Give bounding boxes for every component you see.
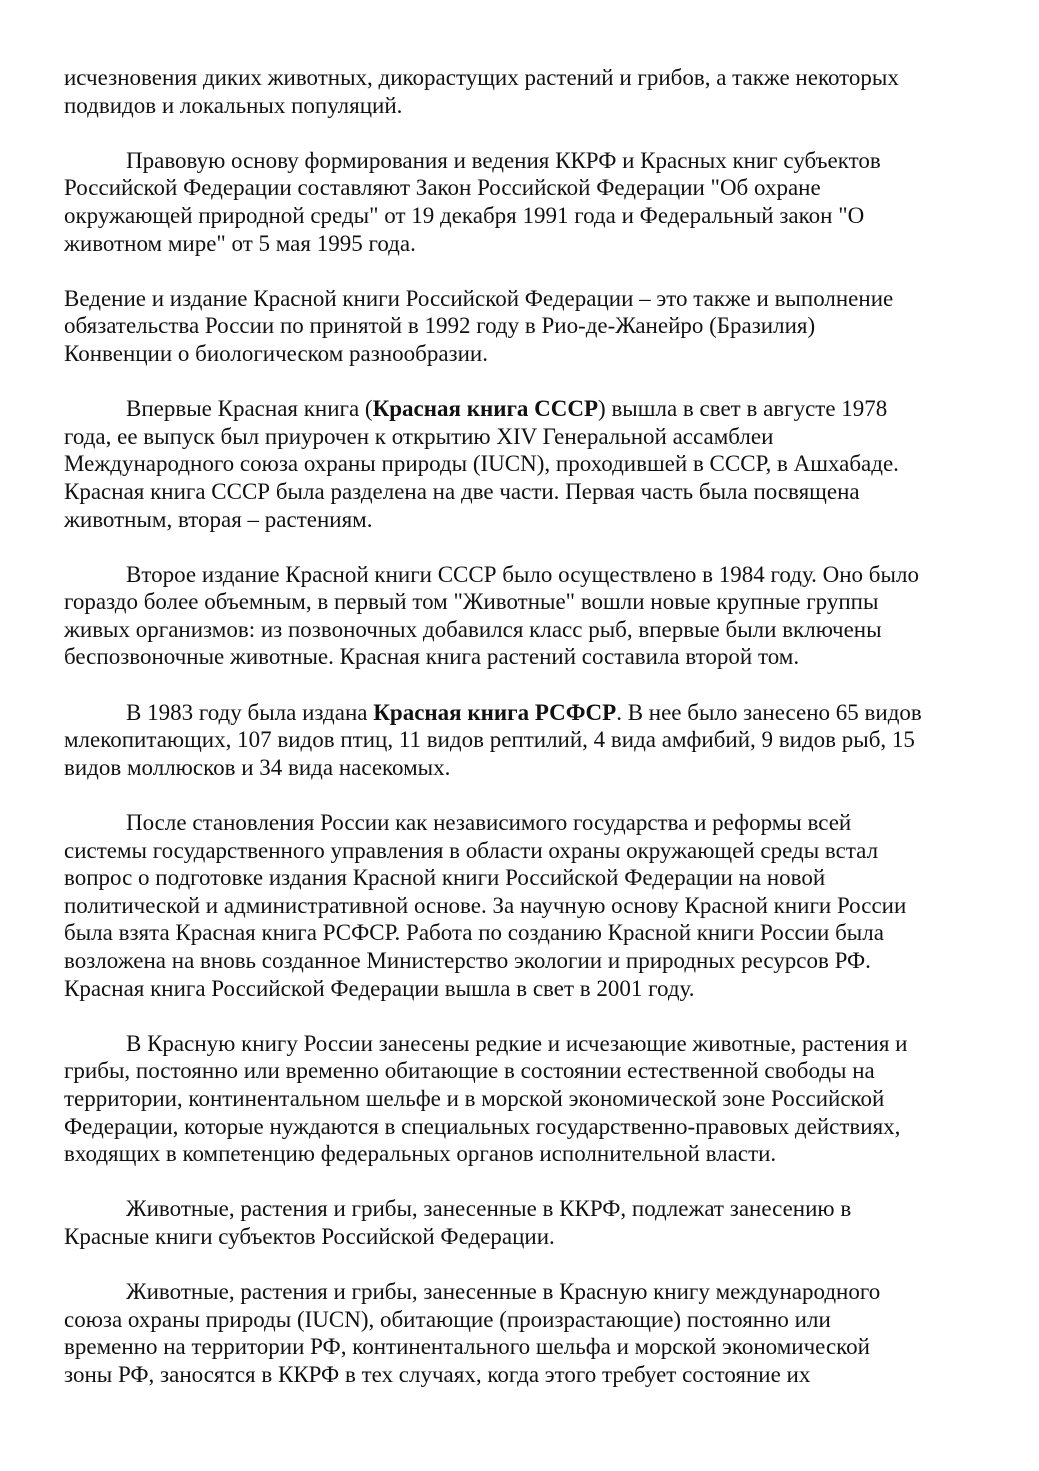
text-line: территории, континентальном шельфе и в морской экономической зоне Российской [64, 1085, 885, 1111]
paragraph [64, 699, 979, 782]
text-line: союза охраны природы (IUCN), обитающие (произрастающие) постоянно или [64, 1306, 831, 1332]
text-line: Красная книга Российской Федерации вышла в свет в 2001 году. [64, 975, 695, 1001]
text-line: грибы, постоянно или временно обитающие в состоянии естественной свободы на [64, 1058, 875, 1084]
text-run: ) вышла в свет в августе 1978 [598, 396, 888, 422]
text-line: обязательства России по принятой в 1992 году в Рио-де-Жанейро (Бразилия) [64, 313, 816, 339]
paragraph [64, 809, 979, 1002]
text-run: В 1983 году была издана [126, 699, 374, 725]
paragraph [64, 147, 979, 257]
bold-term: Красная книга РСФСР [373, 699, 617, 725]
text-line: Животные, растения и грибы, занесенные в ККРФ, подлежат занесению в [126, 1196, 852, 1222]
text-line [64, 699, 979, 727]
text-line: Конвенции о биологическом разнообразии. [64, 340, 488, 366]
text-run: . В нее было занесено 65 видов [616, 699, 922, 725]
bold-term: Красная книга СССР [372, 396, 599, 422]
text-line: окружающей природной среды" от 19 декабря 1991 года и Федеральный закон "О [64, 202, 865, 228]
paragraph [64, 64, 979, 119]
paragraph [64, 1030, 979, 1168]
text-line [64, 395, 979, 423]
text-line: В Красную книгу России занесены редкие и исчезающие животные, растения и [126, 1030, 908, 1056]
text-line: Российской Федерации составляют Закон Российской Федерации "Об охране [64, 175, 821, 201]
text-line: Второе издание Красной книги СССР было осуществлено в 1984 году. Оно было [126, 561, 919, 587]
text-line: политической и административной основе. За научную основу Красной книги России [64, 892, 907, 918]
text-line: Правовую основу формирования и ведения ККРФ и Красных книг субъектов [126, 147, 881, 173]
text-line: возложена на вновь созданное Министерство экологии и природных ресурсов РФ. [64, 948, 871, 973]
paragraph [64, 561, 979, 671]
text-line: беспозвоночные животные. Красная книга растений составила второй том. [64, 644, 800, 670]
text-line: живых организмов: из позвоночных добавился класс рыб, впервые были включены [64, 616, 882, 642]
text-line: Федерации, которые нуждаются в специальных государственно-правовых действиях, [64, 1113, 901, 1139]
text-line: вопрос о подготовке издания Красной книги Российской Федерации на новой [64, 865, 826, 891]
text-line: Ведение и издание Красной книги Российской Федерации – это также и выполнение [64, 285, 894, 311]
text-line: Красные книги субъектов Российской Федерации. [64, 1223, 555, 1249]
text-line: Животные, растения и грибы, занесенные в Красную книгу международного [126, 1279, 881, 1305]
text-line: года, ее выпуск был приурочен к открытию XIV Генеральной ассамблеи [64, 423, 774, 449]
text-line: входящих в компетенцию федеральных органов исполнительной власти. [64, 1141, 777, 1167]
paragraph [64, 1195, 979, 1250]
paragraph [64, 395, 979, 533]
text-line: Международного союза охраны природы (IUCN), проходившей в СССР, в Ашхабаде. [64, 451, 899, 477]
text-line: Красная книга СССР была разделена на две части. Первая часть была посвящена [64, 478, 860, 504]
text-line: зоны РФ, заносятся в ККРФ в тех случаях, когда этого требует состояние их [64, 1361, 811, 1387]
text-run: Впервые Красная книга ( [126, 396, 373, 422]
text-line: млекопитающих, 107 видов птиц, 11 видов рептилий, 4 вида амфибий, 9 видов рыб, 15 [64, 727, 915, 753]
text-line: животном мире" от 5 мая 1995 года. [64, 230, 416, 256]
text-line: была взята Красная книга РСФСР. Работа по созданию Красной книги России была [64, 920, 884, 946]
text-line: исчезновения диких животных, дикорастущих растений и грибов, а также некоторых [64, 65, 899, 90]
text-line: гораздо более объемным, в первый том "Животные" вошли новые крупные группы [64, 589, 879, 615]
text-line: подвидов и локальных популяций. [64, 92, 403, 118]
paragraph [64, 285, 979, 368]
text-line: видов моллюсков и 34 вида насекомых. [64, 754, 451, 780]
text-line: временно на территории РФ, континентального шельфа и морской экономической [64, 1334, 870, 1360]
text-line: системы государственного управления в области охраны окружающей среды встал [64, 837, 879, 863]
paragraph [64, 1278, 979, 1388]
text-line: После становления России как независимого государства и реформы всей [126, 810, 852, 836]
text-line: животным, вторая – растениям. [64, 506, 373, 532]
